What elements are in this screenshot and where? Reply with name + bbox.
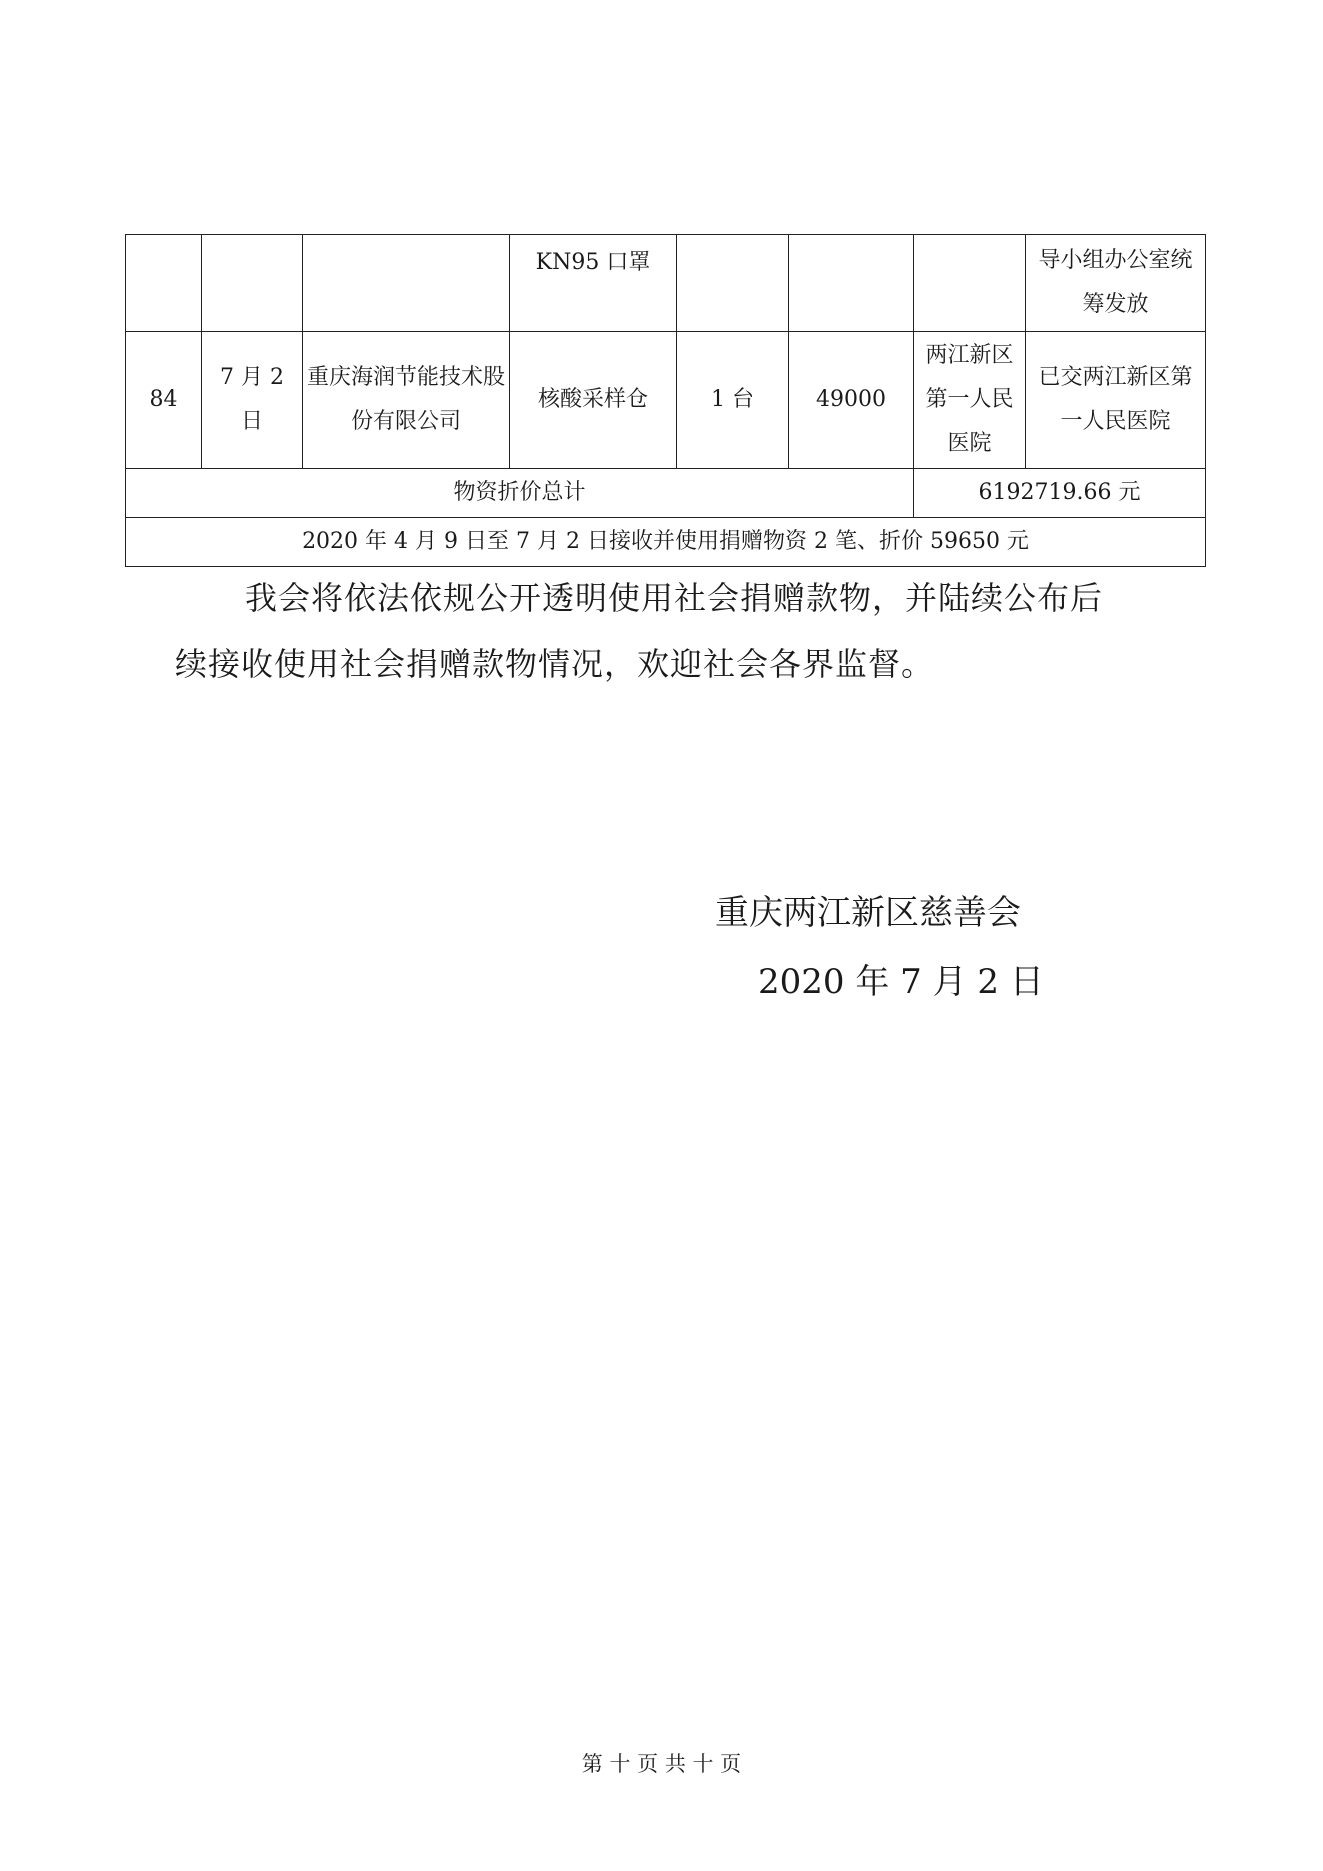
signature-date: 2020 年 7 月 2 日: [758, 962, 1044, 1002]
summary-text: 2020 年 4 月 9 日至 7 月 2 日接收并使用捐赠物资 2 笔、折价 59650 元: [126, 518, 1206, 567]
cell-date: 7 月 2 日: [202, 332, 303, 469]
signature-org: 重庆两江新区慈善会: [715, 893, 1021, 933]
total-value: 6192719.66 元: [914, 469, 1206, 518]
cell-qty: [677, 235, 789, 332]
cell-qty: 1 台: [677, 332, 789, 469]
table-row: [126, 235, 1206, 332]
cell-value: [789, 235, 914, 332]
cell-donor: [303, 235, 510, 332]
cell-item: KN95 口罩: [510, 235, 677, 332]
cell-item: 核酸采样仓: [510, 332, 677, 469]
cell-date: [202, 235, 303, 332]
cell-no: [126, 235, 202, 332]
paragraph-line: 续接收使用社会捐赠款物情况，欢迎社会各界监督。: [175, 645, 935, 683]
cell-note: 导小组办公室统筹发放: [1026, 235, 1206, 332]
cell-no: 84: [126, 332, 202, 469]
paragraph-line: 我会将依法依规公开透明使用社会捐赠款物，并陆续公布后: [245, 579, 1104, 617]
page-footer: 第 十 页 共 十 页: [581, 1752, 742, 1776]
cell-value: 49000: [789, 332, 914, 469]
closing-paragraph: [175, 565, 1175, 697]
summary-row: [126, 518, 1206, 567]
total-row: [126, 469, 1206, 518]
donation-table: [125, 234, 1206, 567]
cell-donor: 重庆海润节能技术股份有限公司: [303, 332, 510, 469]
cell-recipient: [914, 235, 1026, 332]
total-label: 物资折价总计: [126, 469, 914, 518]
cell-recipient: 两江新区第一人民医院: [914, 332, 1026, 469]
cell-note: 已交两江新区第一人民医院: [1026, 332, 1206, 469]
table-row: [126, 332, 1206, 469]
